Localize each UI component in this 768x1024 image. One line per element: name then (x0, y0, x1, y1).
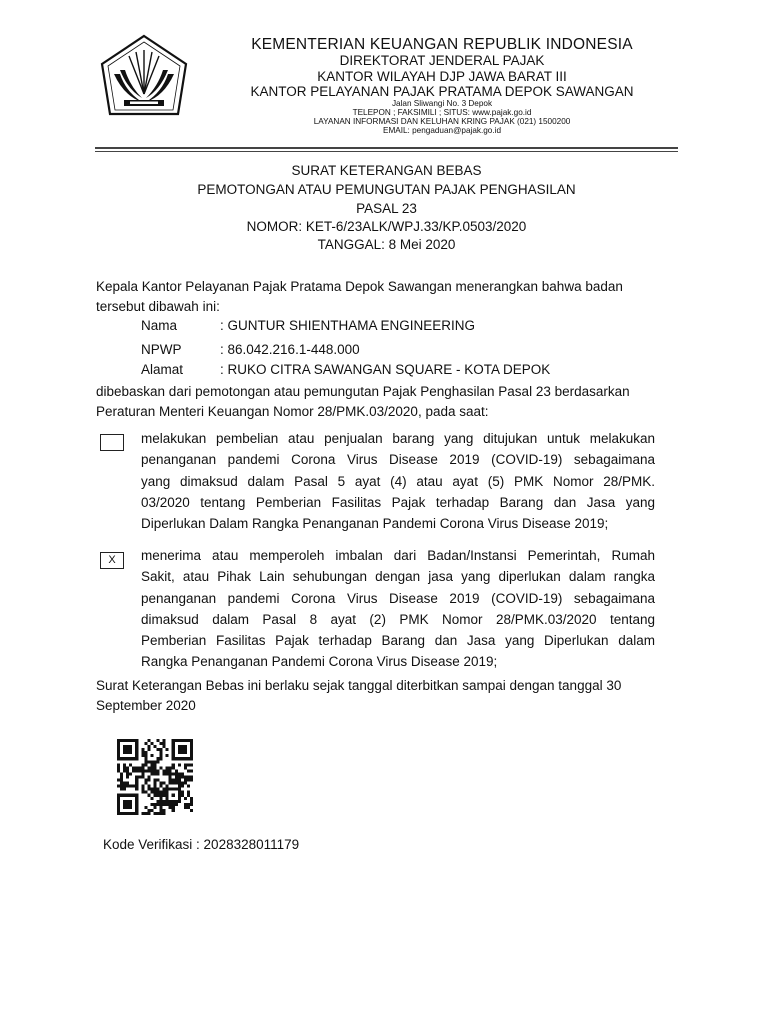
regional-office-name: KANTOR WILAYAH DJP JAWA BARAT III (317, 69, 567, 84)
intro-line: Kepala Kantor Pelayanan Pajak Pratama Depok Sawangan menerangkan bahwa badan (96, 279, 623, 294)
intro-paragraph (96, 277, 623, 317)
option-line: Pemberian Fasilitas Pajak terhadap Barang dan Jasa yang Diperlukan dalam (141, 633, 655, 649)
ministry-name: KEMENTERIAN KEUANGAN REPUBLIK INDONESIA (251, 36, 633, 53)
document-title: SURAT KETERANGAN BEBAS (291, 163, 482, 178)
option-line: 03/2020 tentang Pemberian Fasilitas Pajak terhadap Barang dan Jasa yang (141, 494, 655, 510)
option-2-text (141, 545, 655, 673)
npwp-label: NPWP (141, 342, 182, 357)
option-line: Rangka Penanganan Pandemi Corona Virus Disease 2019; (141, 654, 498, 670)
header-divider-thick (95, 147, 678, 149)
validity-line: Surat Keterangan Bebas ini berlaku sejak tanggal diterbitkan sampai dengan tanggal 30 (96, 678, 622, 693)
qr-code-icon (117, 739, 193, 815)
kemenkeu-emblem-icon (100, 34, 188, 120)
office-contact: TELEPON ; FAKSIMILI ; SITUS: www.pajak.go.id (352, 108, 532, 117)
name-value: : GUNTUR SHIENTHAMA ENGINEERING (220, 318, 476, 333)
option-line: dimaksud dalam Pasal 8 ayat (2) PMK Nomor 28/PMK.03/2020 tentang (141, 611, 655, 627)
option-1-checkbox (100, 434, 124, 451)
option-line: melakukan pembelian atau penjualan barang yang ditujukan untuk melakukan (141, 431, 655, 446)
document-date: TANGGAL: 8 Mei 2020 (317, 237, 456, 252)
document-subtitle: PEMOTONGAN ATAU PEMUNGUTAN PAJAK PENGHASILAN (197, 182, 576, 197)
npwp-value: : 86.042.216.1-448.000 (220, 342, 360, 357)
intro-line: tersebut dibawah ini: (96, 299, 220, 314)
office-email: EMAIL: pengaduan@pajak.go.id (382, 126, 501, 135)
office-service-line: LAYANAN INFORMASI DAN KELUHAN KRING PAJAK (021) 1500200 (313, 117, 571, 126)
address-label: Alamat (141, 362, 184, 377)
validity-line: September 2020 (96, 698, 196, 713)
header-divider-thin (95, 151, 678, 152)
document-number: NOMOR: KET-6/23ALK/WPJ.33/KP.0503/2020 (246, 219, 527, 234)
exemption-paragraph (96, 382, 630, 422)
option-line: Diperlukan Dalam Rangka Penanganan Pandemi Corona Virus Disease 2019; (141, 516, 609, 532)
directorate-name: DIREKTORAT JENDERAL PAJAK (339, 53, 545, 68)
document-article: PASAL 23 (356, 201, 417, 216)
option-2-checkbox: X (100, 552, 124, 569)
option-line: penanganan pandemi Corona Virus Disease 2019 (COVID-19) sebagaimana (141, 590, 655, 606)
option-1-text (141, 428, 655, 534)
option-line: yang dimaksud dalam Pasal 5 ayat (4) atau ayat (5) PMK Nomor 28/PMK. (141, 473, 655, 489)
validity-paragraph (96, 676, 621, 716)
option-line: menerima atau memperoleh imbalan dari Badan/Instansi Pemerintah, Rumah (141, 548, 655, 563)
office-address: Jalan Sliwangi No. 3 Depok (391, 99, 493, 108)
exemption-line: Peraturan Menteri Keuangan Nomor 28/PMK.03/2020, pada saat: (96, 404, 489, 419)
tax-office-name: KANTOR PELAYANAN PAJAK PRATAMA DEPOK SAWANGAN (250, 84, 634, 99)
option-line: penanganan pandemi Corona Virus Disease 2019 (COVID-19) sebagaimana (141, 452, 655, 468)
address-value: : RUKO CITRA SAWANGAN SQUARE - KOTA DEPOK (220, 362, 551, 377)
name-label: Nama (141, 318, 178, 333)
exemption-line: dibebaskan dari pemotongan atau pemungutan Pajak Penghasilan Pasal 23 berdasarkan (96, 384, 630, 399)
option-line: Sakit, atau Pihak Lain sehubungan dengan jasa yang diperlukan dalam rangka (141, 569, 655, 585)
verification-code: Kode Verifikasi : 2028328011179 (103, 837, 300, 852)
